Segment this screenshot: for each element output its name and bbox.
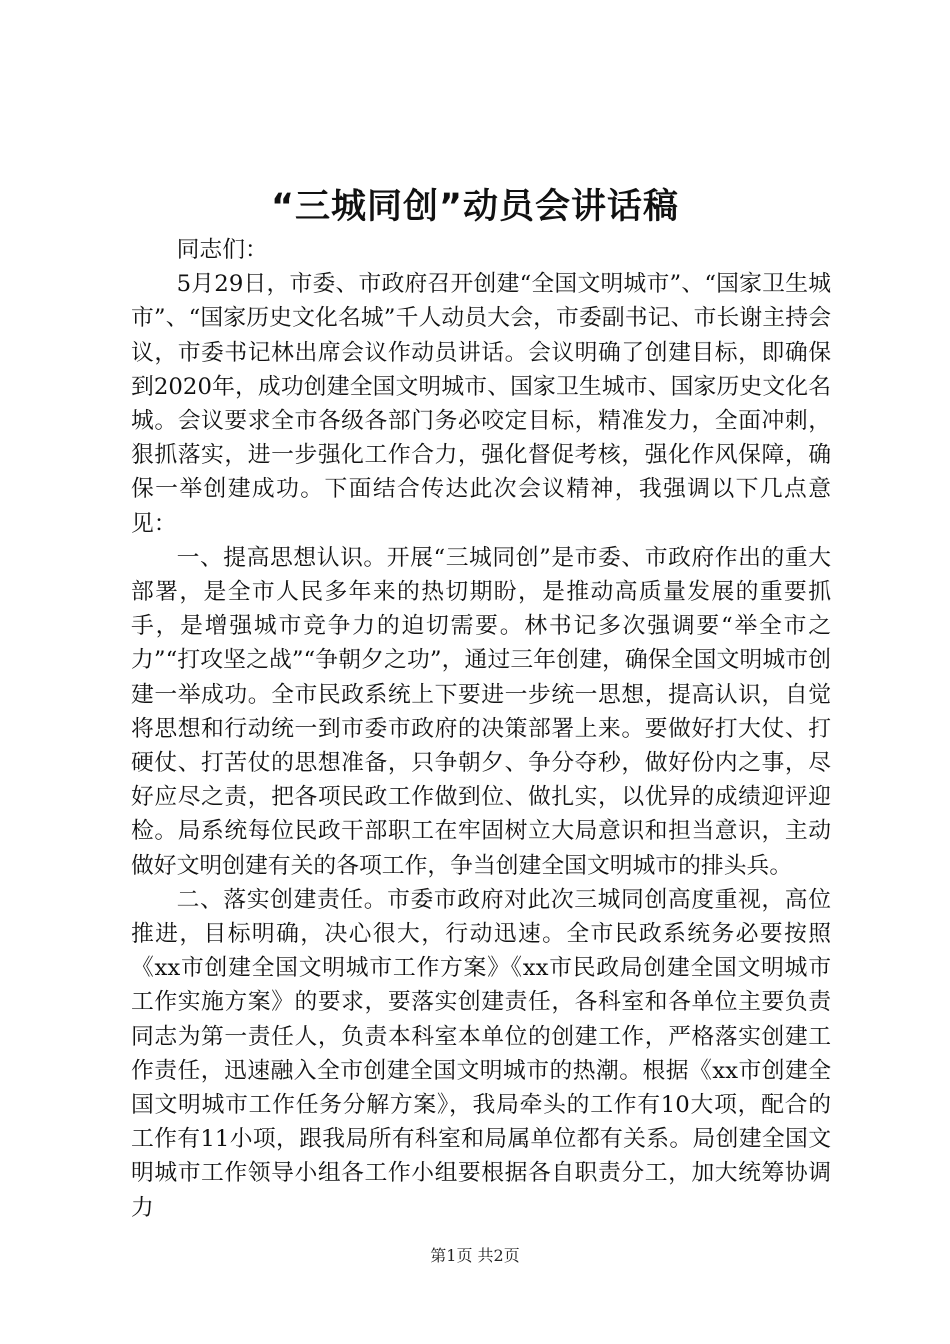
section-one-paragraph: 一、提高思想认识。开展“三城同创”是市委、市政府作出的重大部署，是全市人民多年来的热切期盼，是推动高质量发展的重要抓手，是增强城市竞争力的迫切需要。林书记多次强调要“举全市之力”“打攻坚之战”“争朝夕之功”，通过三年创建，确保全国文明城市创建一举成功。全市民政系统上下要进一步统一思想，提高认识，自觉将思想和行动统一到市委市政府的决策部署上来。要做好打大仗、打硬仗、打苦仗的思想准备，只争朝夕、争分夺秒，做好份内之事，尽好应尽之责，把各项民政工作做到位、做扎实，以优异的成绩迎评迎检。局系统每位民政干部职工在牢固树立大局意识和担当意识，主动做好文明创建有关的各项工作，争当创建全国文明城市的排头兵。: [131, 544, 831, 879]
document-title: “三城同创”动员会讲话稿: [270, 187, 679, 227]
intro-paragraph: 5月29日，市委、市政府召开创建“全国文明城市”、“国家卫生城市”、“国家历史文化名城”千人动员大会，市委副书记、市长谢主持会议，市委书记林出席会议作动员讲话。会议明确了创建目标，即确保到2020年，成功创建全国文明城市、国家卫生城市、国家历史文化名城。会议要求全市各级各部门务必咬定目标，精准发力，全面冲刺，狠抓落实，进一步强化工作合力，强化督促考核，强化作风保障，确保一举创建成功。下面结合传达此次会议精神，我强调以下几点意见：: [131, 271, 831, 537]
section-two-paragraph: 二、落实创建责任。市委市政府对此次三城同创高度重视，高位推进，目标明确，决心很大，行动迅速。全市民政系统务必要按照《xx市创建全国文明城市工作方案》《xx市民政局创建全国文明城市工作实施方案》的要求，要落实创建责任，各科室和各单位主要负责同志为第一责任人，负责本科室本单位的创建工作，严格落实创建工作责任，迅速融入全市创建全国文明城市的热潮。根据《xx市创建全国文明城市工作任务分解方案》，我局牵头的工作有10大项，配合的工作有11小项，跟我局所有科室和局属单位都有关系。局创建全国文明城市工作领导小组各工作小组要根据各自职责分工，加大统筹协调力: [131, 886, 831, 1221]
salutation-paragraph: 同志们：: [176, 237, 268, 263]
page-footer: 第1页 共2页: [430, 1246, 520, 1265]
document-body: [131, 233, 831, 1225]
